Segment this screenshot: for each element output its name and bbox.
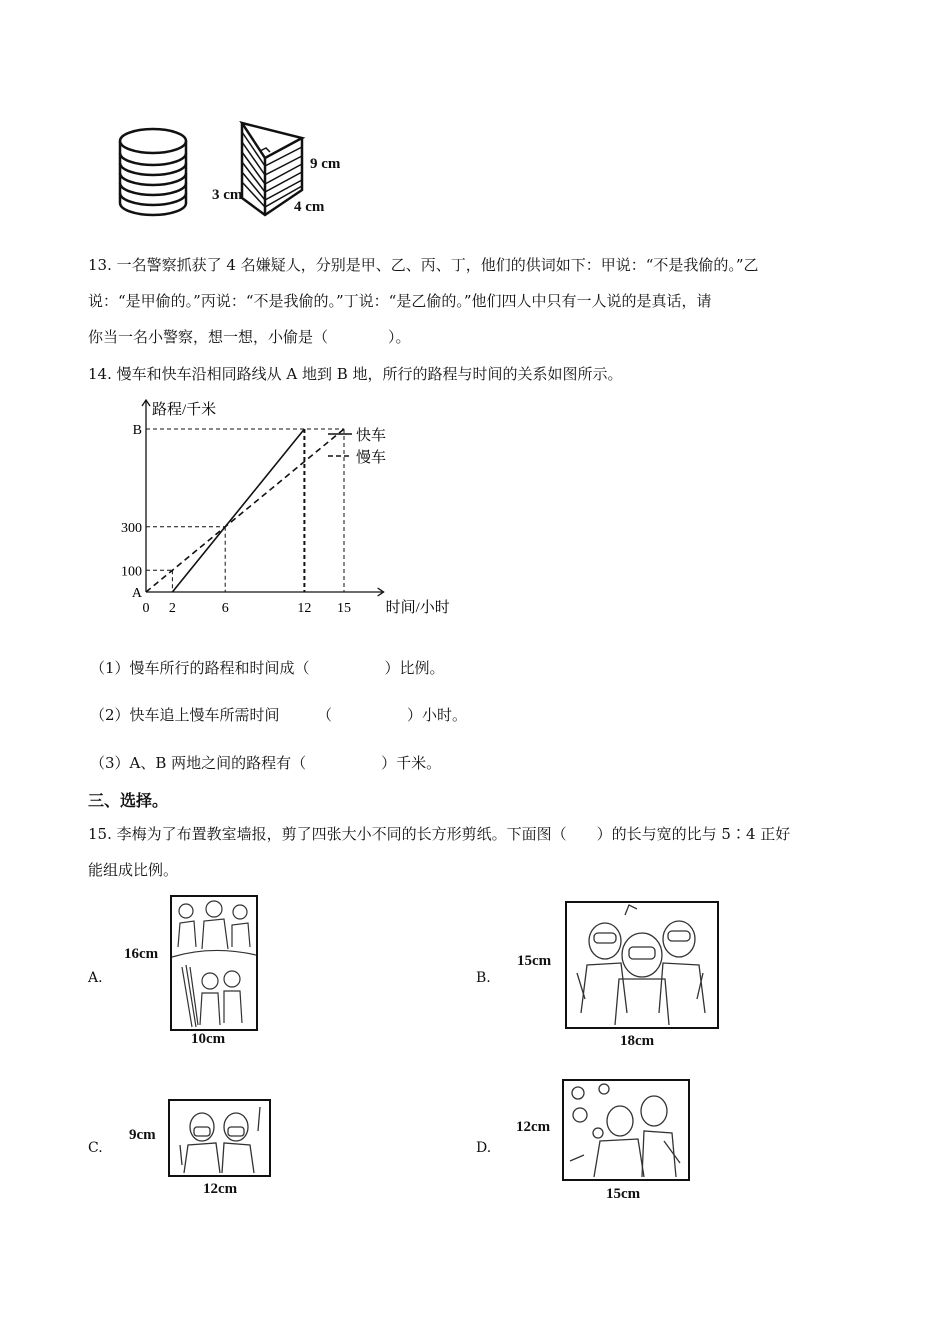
option-a-height: 16cm — [124, 946, 159, 962]
y-tick-A: A — [131, 586, 142, 601]
q14-sub-1: （1）慢车所行的路程和时间成（ ）比例。 — [90, 659, 445, 677]
y-tick-300: 300 — [121, 520, 142, 536]
triangular-prism-icon — [242, 123, 302, 215]
prism-width-label: 4 cm — [294, 199, 325, 215]
q13-line-1: 13. 一名警察抓获了 4 名嫌疑人，分别是甲、乙、丙、丁，他们的供词如下：甲说：“不是我偷的。”乙 — [88, 256, 759, 274]
option-c-width: 12cm — [203, 1181, 238, 1197]
y-tick-100: 100 — [121, 564, 142, 580]
protective-suit-workers-icon — [567, 903, 717, 1027]
legend-fast-label: 快车 — [356, 428, 387, 444]
q13-line-3: 你当一名小警察，想一想，小偷是（ ）。 — [88, 328, 411, 346]
x-tick-0: 0 — [142, 601, 150, 616]
medical-workers-students-icon — [172, 897, 256, 1029]
option-d-width: 15cm — [606, 1186, 641, 1202]
option-d-letter[interactable]: D. — [476, 1140, 492, 1156]
q14-sub-3: （3）A、B 两地之间的路程有（ ）千米。 — [90, 754, 442, 772]
q15-line-1: 15. 李梅为了布置教室墙报，剪了四张大小不同的长方形剪纸。下面图（ ）的长与宽的比与 5∶4 正好 — [88, 825, 791, 843]
x-tick-12: 12 — [297, 601, 312, 616]
cylinder-stack-icon — [120, 129, 186, 215]
option-a-width: 10cm — [191, 1031, 226, 1047]
option-c-picture[interactable] — [168, 1099, 271, 1177]
y-axis-label: 路程/千米 — [152, 402, 217, 418]
option-b-letter[interactable]: B. — [476, 970, 491, 986]
series-fast-car — [172, 429, 304, 592]
prism-height-label: 9 cm — [310, 156, 341, 172]
series-slow-car — [146, 429, 344, 592]
q14-sub-2: （2）快车追上慢车所需时间 （ ）小时。 — [90, 706, 468, 724]
option-a-letter[interactable]: A. — [88, 970, 103, 986]
stacked-shapes-figure — [110, 118, 370, 228]
x-tick-15: 15 — [337, 601, 351, 616]
option-d-height: 12cm — [516, 1119, 551, 1135]
option-c-height: 9cm — [129, 1127, 156, 1143]
x-axis-label: 时间/小时 — [385, 600, 450, 616]
x-tick-2: 2 — [168, 601, 176, 616]
option-b-height: 15cm — [517, 953, 552, 969]
virus-and-doctors-icon — [564, 1081, 688, 1179]
x-tick-6: 6 — [221, 601, 229, 616]
option-a-picture[interactable] — [170, 895, 258, 1031]
legend-slow-label: 慢车 — [356, 450, 387, 466]
option-c-letter[interactable]: C. — [88, 1140, 103, 1156]
option-b-width: 18cm — [620, 1033, 655, 1049]
option-d-picture[interactable] — [562, 1079, 690, 1181]
q14-intro: 14. 慢车和快车沿相同路线从 A 地到 B 地，所行的路程与时间的关系如图所示。 — [88, 365, 623, 383]
distance-time-chart — [100, 392, 450, 624]
y-tick-B: B — [132, 423, 142, 438]
option-b-picture[interactable] — [565, 901, 719, 1029]
section-3-title: 三、选择。 — [88, 791, 169, 810]
prism-depth-label: 3 cm — [212, 187, 243, 203]
q13-line-2: 说：“是甲偷的。”丙说：“不是我偷的。”丁说：“是乙偷的。”他们四人中只有一人说的是真话，请 — [88, 292, 712, 310]
masked-nurses-icon — [170, 1101, 269, 1175]
q15-line-2: 能组成比例。 — [88, 861, 179, 879]
